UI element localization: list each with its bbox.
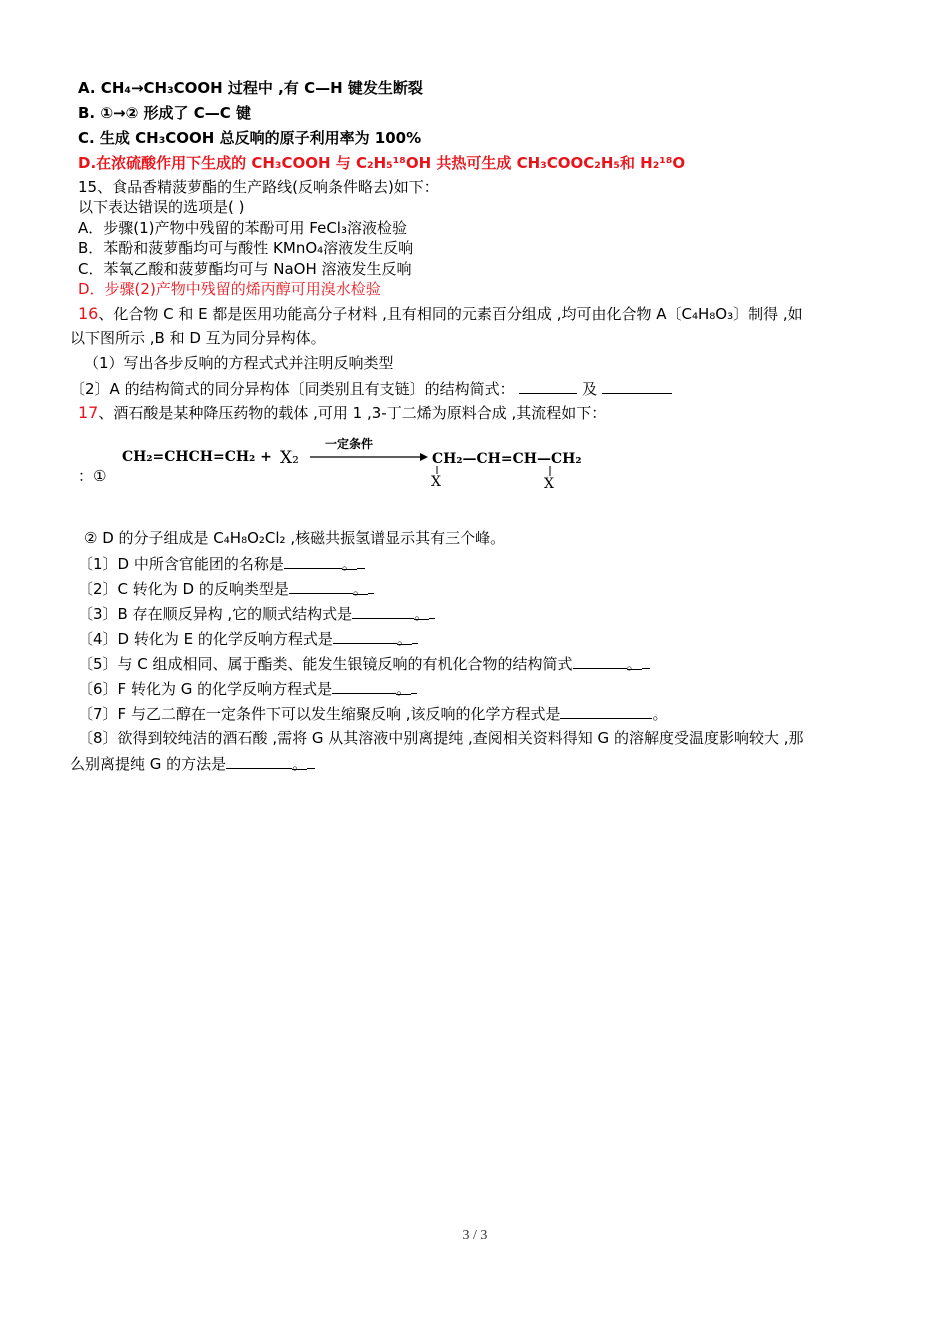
answer-blank (226, 753, 292, 769)
q16-line2: 以下图所示 ,B 和 D 互为同分异构体。 (70, 329, 326, 347)
reaction-scheme (80, 432, 600, 498)
answer-blank (332, 678, 396, 694)
q15-option-c: C．苯氧乙酸和菠萝酯均可与 NaOH 溶液发生反响 (78, 260, 412, 278)
q16-number: 16 (78, 304, 99, 323)
answer-blank (560, 703, 652, 719)
q17-part6: 〔6〕F 转化为 G 的化学反响方程式是 。 (78, 678, 417, 699)
q17-number: 17 (78, 403, 99, 422)
reaction-arrow-head (420, 453, 428, 461)
page-number: 3 / 3 (462, 1228, 488, 1243)
reaction-condition: 一定条件 (325, 437, 374, 451)
q15-option-a: A．步骤(1)产物中残留的苯酚可用 FeCl₃溶液检验 (78, 219, 407, 237)
q16-sub1: （1）写出各步反响的方程式式并注明反响类型 (84, 354, 394, 372)
product-formula: CH₂—CH=CH—CH₂ (432, 451, 582, 467)
answer-blank (519, 378, 577, 394)
answer-blank (284, 553, 342, 569)
q17-part7: 〔7〕F 与乙二醇在一定条件下可以发生缩聚反响 ,该反响的化学方程式是 。 (78, 705, 668, 723)
q15-prompt: 以下表达错误的选项是( ) (78, 198, 245, 216)
q15-stem: 15、食品香精菠萝酯的生产路线(反响条件略去)如下： (78, 178, 439, 196)
answer-blank (352, 603, 414, 619)
q17-part2: 〔2〕C 转化为 D 的反响类型是 。 (78, 578, 374, 599)
answer-blank (602, 378, 672, 394)
answer-blank (289, 578, 353, 594)
option-b: B. ①→② 形成了 C—C 键 (78, 104, 252, 122)
q17-part8-line1: 〔8〕欲得到较纯洁的酒石酸 ,需将 G 从其溶液中别离提纯 ,查阅相关资料得知 G 的溶解度受温度影响较大 ,那 (78, 729, 804, 747)
q17-stem: 17、酒石酸是某种降压药物的载体 ,可用 1 ,3-丁二烯为原料合成 ,其流程如下： (78, 403, 607, 422)
q16-sub2: 〔2〕A 的结构简式的同分异构体〔同类别且有支链〕的结构简式： 及 (70, 378, 672, 399)
reactant-formula: CH₂=CHCH=CH₂ + (122, 449, 272, 465)
q16-line1: 16、化合物 C 和 E 都是医用功能高分子材料 ,且有相同的元素百分组成 ,均可由化合物 A〔C₄H₈O₃〕制得 ,如 (78, 304, 803, 323)
q17-note2: ② D 的分子组成是 C₄H₈O₂Cl₂ ,核磁共振氢谱显示其有三个峰。 (84, 529, 506, 547)
option-a: A. CH₄→CH₃COOH 过程中 ,有 C—H 键发生断裂 (78, 79, 423, 97)
answer-blank (333, 628, 397, 644)
answer-blank (573, 653, 627, 669)
q15-option-d: D．步骤(2)产物中残留的烯丙醇可用溴水检验 (78, 280, 381, 298)
option-d: D.在浓硫酸作用下生成的 CH₃COOH 与 C₂H₅¹⁸OH 共热可生成 CH₃COOC₂H₅和 H₂¹⁸O (78, 154, 686, 172)
q17-part4: 〔4〕D 转化为 E 的化学反响方程式是 。 (78, 628, 418, 649)
q17-part5: 〔5〕与 C 组成相同、属于酯类、能发生银镜反响的有机化合物的结构简式 。 (78, 653, 650, 674)
product-x-left: X (431, 474, 441, 490)
q17-part8-line2: 么别离提纯 G 的方法是 。 (70, 753, 315, 774)
q17-part3: 〔3〕B 存在顺反异构 ,它的顺式结构式是 。 (78, 603, 435, 624)
option-c: C. 生成 CH₃COOH 总反响的原子利用率为 100% (78, 129, 422, 147)
q15-option-b: B．苯酚和菠萝酯均可与酸性 KMnO₄溶液发生反响 (78, 239, 414, 257)
q17-part1: 〔1〕D 中所含官能团的名称是 。 (78, 553, 365, 574)
reagent-formula: X₂ (280, 448, 299, 468)
product-x-right: X (544, 476, 554, 492)
step-marker: ：① (78, 467, 107, 485)
